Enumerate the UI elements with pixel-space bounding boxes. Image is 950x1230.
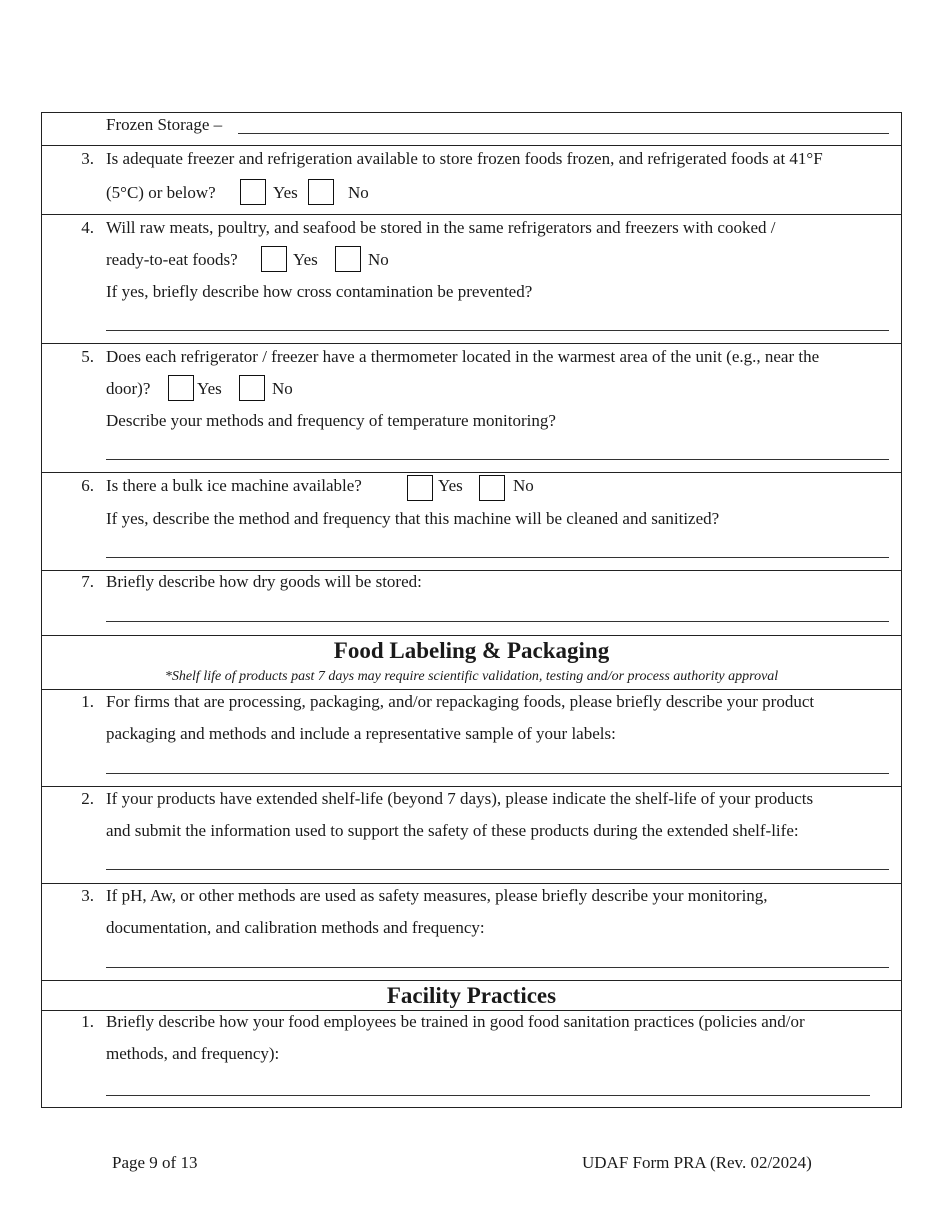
question-text: Does each refrigerator / freezer have a thermometer located in the warmest area of the unit (e.g., near the bbox=[106, 347, 820, 366]
question-text: For firms that are processing, packaging, and/or repackaging foods, please briefly describe your product bbox=[106, 692, 815, 711]
no-label: No bbox=[348, 183, 369, 202]
question-text-cont: documentation, and calibration methods and frequency: bbox=[106, 918, 485, 937]
no-checkbox[interactable] bbox=[335, 246, 361, 272]
question-row-7 bbox=[42, 571, 901, 636]
question-text-cont: (5°C) or below? bbox=[106, 183, 216, 202]
form-identifier: UDAF Form PRA (Rev. 02/2024) bbox=[582, 1153, 812, 1172]
question-number: 2. bbox=[81, 789, 94, 808]
section-note: *Shelf life of products past 7 days may require scientific validation, testing and/or process authority approval bbox=[164, 669, 779, 684]
question-number: 6. bbox=[81, 476, 94, 495]
no-checkbox[interactable] bbox=[239, 375, 265, 401]
question-row-3 bbox=[42, 146, 901, 215]
question-text-cont: packaging and methods and include a representative sample of your labels: bbox=[106, 724, 616, 743]
frozen-storage-input-line[interactable] bbox=[238, 133, 889, 134]
yes-label: Yes bbox=[293, 250, 318, 269]
question-number: 1. bbox=[81, 692, 94, 711]
facility-question-row-1 bbox=[42, 1011, 901, 1107]
question-row-5 bbox=[42, 344, 901, 473]
question-text: Will raw meats, poultry, and seafood be stored in the same refrigerators and freezers with cooked / bbox=[106, 218, 776, 237]
answer-line[interactable] bbox=[106, 557, 889, 558]
yes-label: Yes bbox=[438, 476, 463, 495]
answer-line[interactable] bbox=[106, 869, 889, 870]
facility-section-header bbox=[42, 981, 901, 1011]
labeling-question-row-2 bbox=[42, 787, 901, 884]
no-checkbox[interactable] bbox=[308, 179, 334, 205]
answer-line[interactable] bbox=[106, 330, 889, 331]
question-text: Briefly describe how dry goods will be stored: bbox=[106, 572, 422, 591]
frozen-storage-row bbox=[42, 113, 901, 146]
question-text: If pH, Aw, or other methods are used as safety measures, please briefly describe your monitoring, bbox=[106, 886, 768, 905]
question-text-cont: and submit the information used to support the safety of these products during the extended shelf-life: bbox=[106, 821, 799, 840]
question-number: 1. bbox=[81, 1012, 94, 1031]
yes-label: Yes bbox=[197, 379, 222, 398]
question-row-6 bbox=[42, 473, 901, 571]
no-label: No bbox=[368, 250, 389, 269]
followup-text: If yes, briefly describe how cross contamination be prevented? bbox=[106, 282, 533, 301]
form-table bbox=[41, 112, 902, 1108]
yes-checkbox[interactable] bbox=[240, 179, 266, 205]
question-number: 7. bbox=[81, 572, 94, 591]
question-number: 4. bbox=[81, 218, 94, 237]
section-title: Facility Practices bbox=[386, 983, 557, 1008]
question-row-4 bbox=[42, 215, 901, 344]
answer-line[interactable] bbox=[106, 967, 889, 968]
labeling-question-row-1 bbox=[42, 690, 901, 787]
question-text: Briefly describe how your food employees be trained in good food sanitation practices (policies and/or bbox=[106, 1012, 805, 1031]
question-text-cont: door)? bbox=[106, 379, 151, 398]
yes-checkbox[interactable] bbox=[261, 246, 287, 272]
question-text: Is adequate freezer and refrigeration available to store frozen foods frozen, and refrigerated foods at 41°F bbox=[106, 149, 823, 168]
question-text-cont: methods, and frequency): bbox=[106, 1044, 280, 1063]
no-checkbox[interactable] bbox=[479, 475, 505, 501]
page-number: Page 9 of 13 bbox=[112, 1153, 198, 1172]
labeling-question-row-3 bbox=[42, 884, 901, 981]
answer-line[interactable] bbox=[106, 621, 889, 622]
labeling-section-header bbox=[42, 636, 901, 690]
question-text: If your products have extended shelf-life (beyond 7 days), please indicate the shelf-life of your products bbox=[106, 789, 814, 808]
followup-text: Describe your methods and frequency of temperature monitoring? bbox=[106, 411, 556, 430]
yes-checkbox[interactable] bbox=[168, 375, 194, 401]
frozen-storage-label: Frozen Storage – bbox=[106, 115, 223, 134]
question-text-cont: ready-to-eat foods? bbox=[106, 250, 238, 269]
no-label: No bbox=[272, 379, 293, 398]
question-number: 3. bbox=[81, 886, 94, 905]
no-label: No bbox=[513, 476, 534, 495]
followup-text: If yes, describe the method and frequency that this machine will be cleaned and sanitized? bbox=[106, 509, 720, 528]
section-title: Food Labeling & Packaging bbox=[333, 638, 610, 663]
answer-line[interactable] bbox=[106, 459, 889, 460]
question-number: 3. bbox=[81, 149, 94, 168]
question-text: Is there a bulk ice machine available? bbox=[106, 476, 362, 495]
yes-label: Yes bbox=[273, 183, 298, 202]
yes-checkbox[interactable] bbox=[407, 475, 433, 501]
answer-line[interactable] bbox=[106, 1095, 870, 1096]
answer-line[interactable] bbox=[106, 773, 889, 774]
question-number: 5. bbox=[81, 347, 94, 366]
